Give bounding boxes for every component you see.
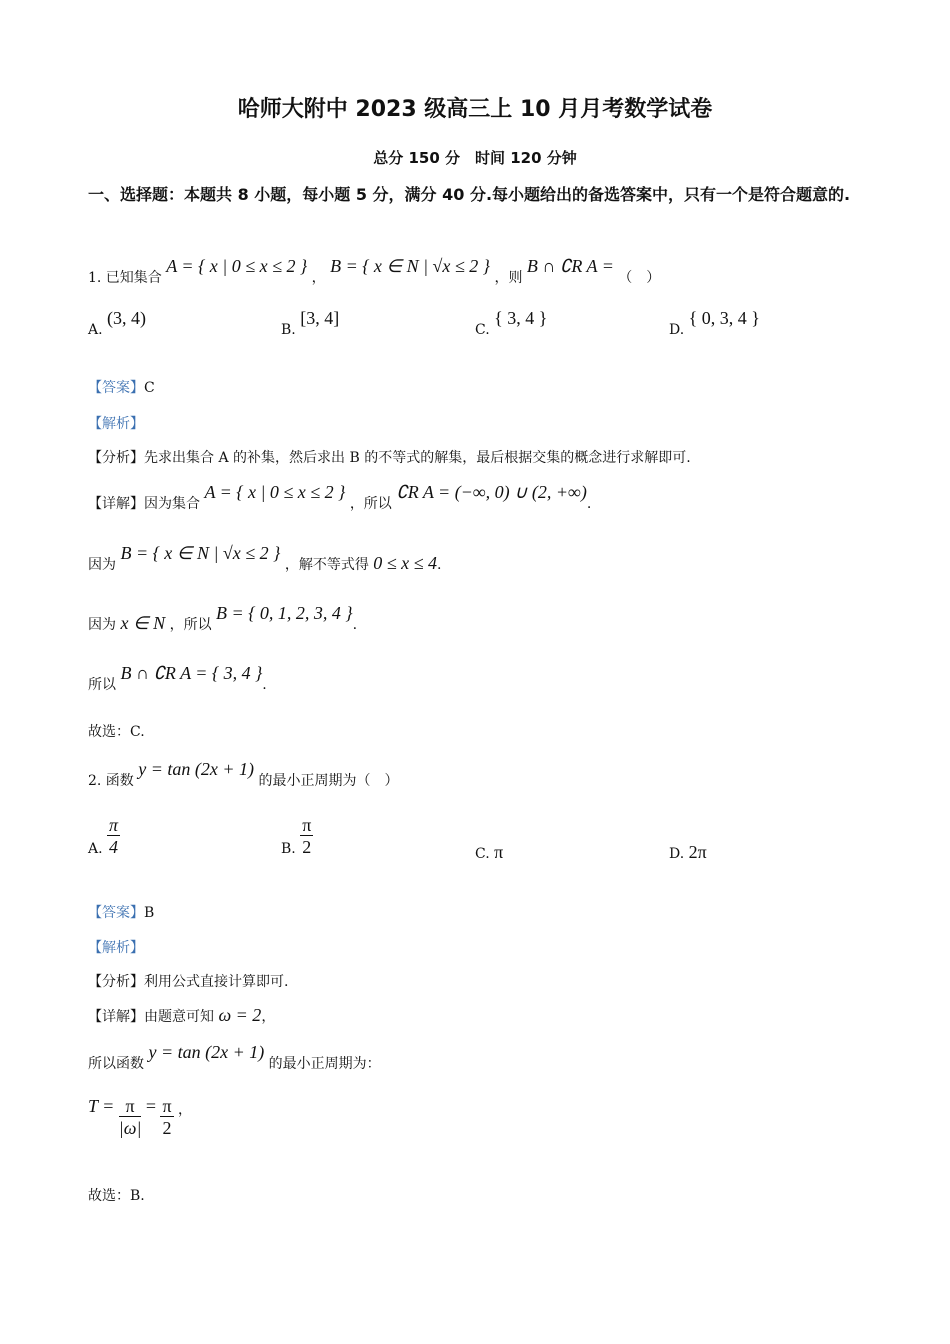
q1-fenxi [88,447,691,467]
answer-value: C [144,380,155,396]
option-label: D. [669,322,685,338]
fraction-denominator: 2 [302,837,312,857]
detail-math: ω = 2 [218,1005,262,1025]
fenxi-tag: 【分析】 [88,974,144,990]
detail-text: ，所以 [169,617,212,633]
jiexi-tag: 【解析】 [88,416,144,432]
q1-detail-line-3 [88,603,358,634]
detail-text: 因为集合 [144,496,200,512]
option-value: { 0, 3, 4 } [688,308,760,328]
q2-jiexi [88,937,144,957]
detail-text: 因为 [88,617,116,633]
fenxi-text: 利用公式直接计算即可. [144,974,289,990]
q1-set-b: B = { x ∈ N | √x ≤ 2 } [330,256,490,276]
xiangjie-tag: 【详解】 [88,1009,144,1025]
detail-text: ， [261,1009,276,1025]
detail-text: . [352,617,358,633]
detail-math: ∁R A = (−∞, 0) ∪ (2, +∞) [396,482,587,502]
option-value: (3, 4) [107,308,147,328]
answer-tag: 【答案】 [88,905,144,921]
q1-detail-line-2 [88,543,442,574]
option-value: { 3, 4 } [494,308,548,328]
detail-text: . [586,496,592,512]
q1-expression: B ∩ ∁R A = [526,256,614,276]
q2-detail-line-2 [88,1042,381,1073]
detail-text: 的最小正周期为： [268,1056,381,1072]
formula-equals: = [145,1095,157,1116]
xiangjie-tag: 【详解】 [88,496,144,512]
page-subtitle: 总分 150 分 时间 120 分钟 [373,149,577,167]
detail-text: 因为 [88,557,116,573]
q2-option-b [281,815,313,858]
option-value: 2π [688,842,707,862]
fraction-denominator: 2 [162,1118,172,1138]
answer-value: B [144,905,155,921]
q1-option-d [669,308,760,339]
section-heading: 一、选择题：本题共 8 小题，每小题 5 分，满分 40 分.每小题给出的备选答案中，只有一个是符合题意的. [88,185,851,204]
q1-paren: （ ） [618,270,661,286]
detail-text: 所以函数 [88,1056,144,1072]
option-label: D. [669,846,685,862]
fraction-numerator: π [302,815,312,835]
option-value: [3, 4] [300,308,340,328]
q2-formula [88,1096,192,1139]
option-fraction [107,815,120,858]
detail-text: 由题意可知 [144,1009,214,1025]
q2-fenxi [88,971,288,991]
detail-text: ，所以 [349,496,392,512]
q1-sep2: ，则 [494,270,523,286]
option-label: A. [88,840,103,857]
formula-lhs: T = [88,1095,115,1116]
question-1 [88,256,661,287]
q2-answer [88,902,154,922]
q1-option-a [88,308,147,339]
q2-detail-line-1 [88,1005,275,1026]
fraction-denominator: |ω| [118,1118,142,1138]
formula-fraction-2 [160,1096,173,1139]
q2-option-d [669,842,707,863]
q1-conclusion: 故选：C. [88,724,145,740]
q1-option-b [281,308,340,339]
q2-option-a [88,815,120,858]
option-label: C. [475,322,490,338]
detail-math: A = { x | 0 ≤ x ≤ 2 } [204,482,346,502]
detail-math: B = { x ∈ N | √x ≤ 2 } [120,543,281,563]
q1-prefix: 1. 已知集合 [88,270,162,286]
formula-end: ， [178,1101,193,1118]
q2-function: y = tan (2x + 1) [138,759,255,779]
option-label: C. [475,846,490,862]
detail-math: y = tan (2x + 1) [148,1042,265,1062]
answer-tag: 【答案】 [88,380,144,396]
q2-prefix: 2. 函数 [88,773,134,789]
detail-text: . [437,557,442,573]
q1-jiexi [88,413,144,433]
detail-text: ，解不等式得 [284,557,369,573]
question-2 [88,759,399,790]
formula-fraction-1 [119,1096,142,1139]
q1-detail-line-4 [88,663,267,694]
q1-detail-line-1 [88,482,592,513]
option-label: B. [281,840,296,857]
fraction-denominator: 4 [109,837,119,857]
fraction-numerator: π [162,1096,172,1116]
q2-option-c [475,842,503,863]
option-fraction [300,815,313,858]
fenxi-text: 先求出集合 A 的补集，然后求出 B 的不等式的解集，最后根据交集的概念进行求解即可. [144,450,691,466]
detail-math: B = { 0, 1, 2, 3, 4 } [216,603,353,623]
detail-text: 所以 [88,677,116,693]
detail-math: x ∈ N [120,613,166,633]
q1-set-a: A = { x | 0 ≤ x ≤ 2 } [166,256,308,276]
q2-suffix: 的最小正周期为（ ） [258,773,399,789]
q1-sep1: ， [311,270,326,286]
detail-math: 0 ≤ x ≤ 4 [373,553,438,573]
page-title: 哈师大附中 2023 级高三上 10 月月考数学试卷 [237,97,713,122]
fenxi-tag: 【分析】 [88,450,144,466]
option-value: π [494,842,504,862]
detail-math: B ∩ ∁R A = { 3, 4 } [120,663,263,683]
jiexi-tag: 【解析】 [88,940,144,956]
fraction-numerator: π [119,1096,142,1117]
fraction-numerator: π [109,815,119,835]
q2-conclusion: 故选：B. [88,1188,145,1204]
detail-text: . [262,677,267,693]
option-label: A. [88,322,103,338]
q1-answer [88,377,155,397]
q1-option-c [475,308,548,339]
option-label: B. [281,322,296,338]
